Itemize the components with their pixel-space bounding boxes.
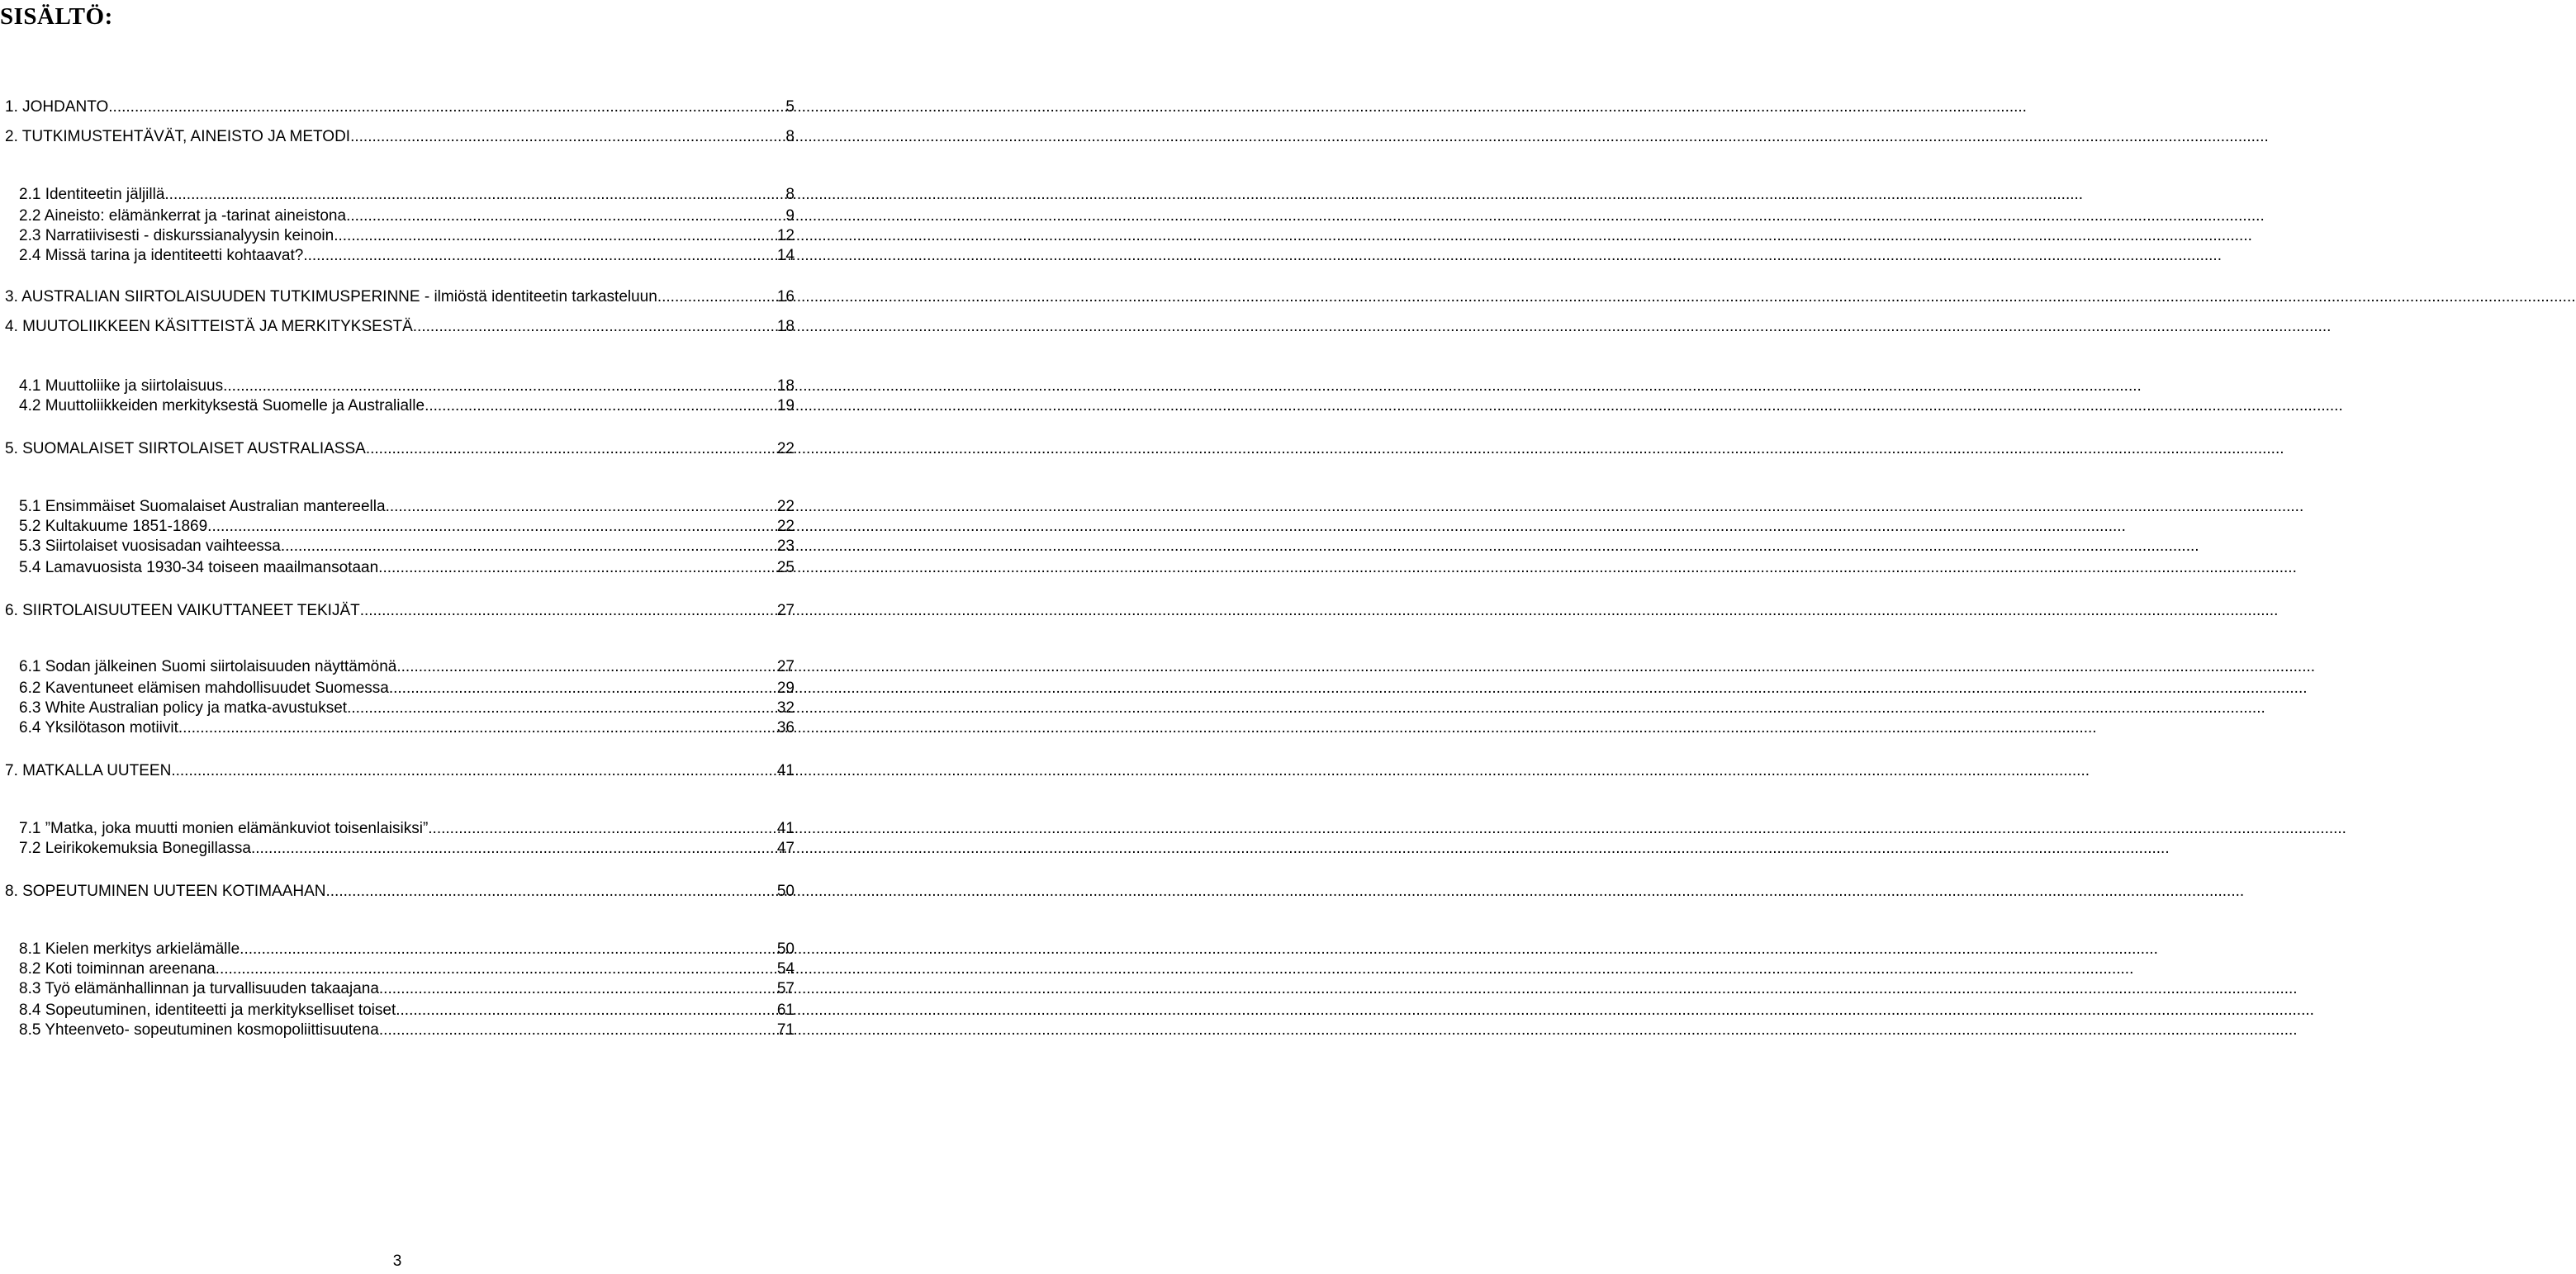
dot-leader <box>413 317 777 337</box>
dot-leader <box>216 959 777 979</box>
toc-entry-page: 22 <box>776 498 795 515</box>
toc-entry-page: 57 <box>776 980 795 997</box>
dot-leader <box>326 882 777 902</box>
toc-entry-6-3[interactable] <box>19 699 795 718</box>
toc-entry-title: 8. SOPEUTUMINEN UUTEEN KOTIMAAHAN <box>5 883 326 900</box>
dot-leader <box>334 226 777 246</box>
toc-entry-4[interactable] <box>5 317 795 337</box>
page-title: SISÄLTÖ: <box>0 3 113 30</box>
toc-entry-title: 6.1 Sodan jälkeinen Suomi siirtolaisuuden näyttämönä <box>19 658 397 675</box>
toc-entry-title: 5. SUOMALAISET SIIRTOLAISET AUSTRALIASSA <box>5 440 366 457</box>
toc-entry-8-5[interactable] <box>19 1021 795 1040</box>
toc-entry-5-3[interactable] <box>19 537 795 556</box>
toc-entry-title: 7.1 ”Matka, joka muutti monien elämänkuviot toisenlaisiksi” <box>19 820 429 837</box>
toc-entry-title: 8.2 Koti toiminnan areenana <box>19 960 216 978</box>
toc-entry-page: 71 <box>776 1021 795 1039</box>
dot-leader <box>389 679 777 699</box>
table-of-contents <box>0 0 793 1274</box>
toc-entry-title: 2.1 Identiteetin jäljillä <box>19 186 165 203</box>
toc-entry-2[interactable] <box>5 127 795 147</box>
toc-entry-title: 2. TUTKIMUSTEHTÄVÄT, AINEISTO JA METODI <box>5 128 351 145</box>
dot-leader <box>425 396 777 416</box>
toc-entry-page: 23 <box>776 538 795 555</box>
toc-entry-5-2[interactable] <box>19 517 795 537</box>
dot-leader <box>108 97 785 117</box>
toc-entry-8-4[interactable] <box>19 1001 795 1021</box>
toc-entry-3[interactable] <box>5 287 795 307</box>
toc-entry-page: 14 <box>776 247 795 264</box>
dot-leader <box>240 940 777 959</box>
toc-entry-title: 4.1 Muuttoliike ja siirtolaisuus <box>19 377 224 395</box>
dot-leader <box>303 246 777 266</box>
toc-entry-page: 8 <box>785 186 795 203</box>
toc-entry-title: 2.2 Aineisto: elämänkerrat ja -tarinat aineistona <box>19 207 347 225</box>
dot-leader <box>346 206 785 226</box>
toc-entry-title: 4.2 Muuttoliikkeiden merkityksestä Suomelle ja Australialle <box>19 397 425 414</box>
toc-entry-8-3[interactable] <box>19 979 795 999</box>
toc-entry-7-1[interactable] <box>19 819 795 839</box>
dot-leader <box>251 839 777 859</box>
toc-entry-title: 6.2 Kaventuneet elämisen mahdollisuudet Suomessa <box>19 680 389 697</box>
toc-entry-6-2[interactable] <box>19 679 795 699</box>
toc-entry-title: 6.4 Yksilötason motiivit <box>19 719 178 736</box>
toc-entry-page: 50 <box>776 940 795 958</box>
toc-entry-title: 8.4 Sopeutuminen, identiteetti ja merkitykselliset toiset <box>19 1002 396 1019</box>
toc-entry-2-3[interactable] <box>19 226 795 246</box>
toc-entry-page: 50 <box>776 883 795 900</box>
dot-leader <box>223 377 777 396</box>
dot-leader <box>657 287 777 307</box>
dot-leader <box>379 1021 777 1040</box>
dot-leader <box>366 439 777 459</box>
toc-entry-page: 32 <box>776 699 795 717</box>
toc-entry-5-1[interactable] <box>19 497 795 517</box>
toc-entry-page: 41 <box>776 762 795 779</box>
dot-leader <box>178 718 777 738</box>
toc-entry-8-2[interactable] <box>19 959 795 979</box>
toc-entry-page: 27 <box>776 658 795 675</box>
dot-leader <box>396 657 777 677</box>
toc-entry-page: 8 <box>785 128 795 145</box>
toc-entry-title: 2.3 Narratiivisesti - diskurssianalyysin keinoin <box>19 227 334 244</box>
toc-entry-7[interactable] <box>5 761 795 781</box>
dot-leader <box>379 979 777 999</box>
toc-entry-4-2[interactable] <box>19 396 795 416</box>
dot-leader <box>396 1001 777 1021</box>
toc-entry-title: 5.1 Ensimmäiset Suomalaiset Australian mantereella <box>19 498 386 515</box>
toc-entry-page: 47 <box>776 840 795 857</box>
dot-leader <box>378 558 777 578</box>
dot-leader <box>207 517 777 537</box>
toc-entry-title: 4. MUUTOLIIKKEEN KÄSITTEISTÄ JA MERKITYKSESTÄ <box>5 318 413 335</box>
toc-entry-title: 5.3 Siirtolaiset vuosisadan vaihteessa <box>19 538 281 555</box>
toc-entry-title: 3. AUSTRALIAN SIIRTOLAISUUDEN TUTKIMUSPERINNE - ilmiöstä identiteetin tarkasteluun <box>5 288 657 305</box>
toc-entry-page: 19 <box>776 397 795 414</box>
toc-entry-6-4[interactable] <box>19 718 795 738</box>
toc-entry-5[interactable] <box>5 439 795 459</box>
toc-entry-title: 8.3 Työ elämänhallinnan ja turvallisuuden takaajana <box>19 980 379 997</box>
dot-leader <box>281 537 777 556</box>
toc-entry-4-1[interactable] <box>19 377 795 396</box>
dot-leader <box>360 601 777 621</box>
toc-entry-title: 7.2 Leirikokemuksia Bonegillassa <box>19 840 251 857</box>
toc-entry-page: 9 <box>785 207 795 225</box>
toc-entry-title: 8.5 Yhteenveto- sopeutuminen kosmopoliittisuutena <box>19 1021 379 1039</box>
toc-entry-page: 18 <box>776 318 795 335</box>
toc-entry-6-1[interactable] <box>19 657 795 677</box>
toc-entry-page: 29 <box>776 680 795 697</box>
dot-leader <box>171 761 777 781</box>
toc-entry-page: 18 <box>776 377 795 395</box>
toc-entry-page: 54 <box>776 960 795 978</box>
toc-entry-title: 2.4 Missä tarina ja identiteetti kohtaavat? <box>19 247 304 264</box>
toc-entry-page: 25 <box>776 559 795 576</box>
toc-entry-title: 5.2 Kultakuume 1851-1869 <box>19 518 208 535</box>
toc-entry-7-2[interactable] <box>19 839 795 859</box>
toc-entry-page: 36 <box>776 719 795 736</box>
toc-entry-page: 22 <box>776 518 795 535</box>
toc-entry-6[interactable] <box>5 601 795 621</box>
toc-entry-2-4[interactable] <box>19 246 795 266</box>
toc-entry-8[interactable] <box>5 882 795 902</box>
toc-entry-1[interactable] <box>5 97 795 117</box>
toc-entry-title: 5.4 Lamavuosista 1930-34 toiseen maailmansotaan <box>19 559 379 576</box>
dot-leader <box>347 699 777 718</box>
toc-entry-page: 5 <box>785 98 795 116</box>
toc-entry-2-2[interactable] <box>19 206 795 226</box>
toc-entry-title: 6.3 White Australian policy ja matka-avustukset <box>19 699 348 717</box>
toc-entry-page: 12 <box>776 227 795 244</box>
dot-leader <box>164 185 785 205</box>
toc-entry-title: 7. MATKALLA UUTEEN <box>5 762 172 779</box>
dot-leader <box>350 127 785 147</box>
toc-entry-title: 1. JOHDANTO <box>5 98 109 116</box>
toc-entry-page: 27 <box>776 602 795 619</box>
toc-entry-5-4[interactable] <box>19 558 795 578</box>
toc-entry-8-1[interactable] <box>19 940 795 959</box>
toc-entry-title: 8.1 Kielen merkitys arkielämälle <box>19 940 240 958</box>
toc-entry-title: 6. SIIRTOLAISUUTEEN VAIKUTTANEET TEKIJÄT <box>5 602 360 619</box>
toc-entry-page: 61 <box>776 1002 795 1019</box>
toc-entry-page: 16 <box>776 288 795 305</box>
toc-entry-page: 22 <box>776 440 795 457</box>
page-number: 3 <box>392 1253 402 1270</box>
dot-leader <box>428 819 777 839</box>
toc-entry-page: 41 <box>776 820 795 837</box>
dot-leader <box>386 497 777 517</box>
toc-entry-2-1[interactable] <box>19 185 795 205</box>
